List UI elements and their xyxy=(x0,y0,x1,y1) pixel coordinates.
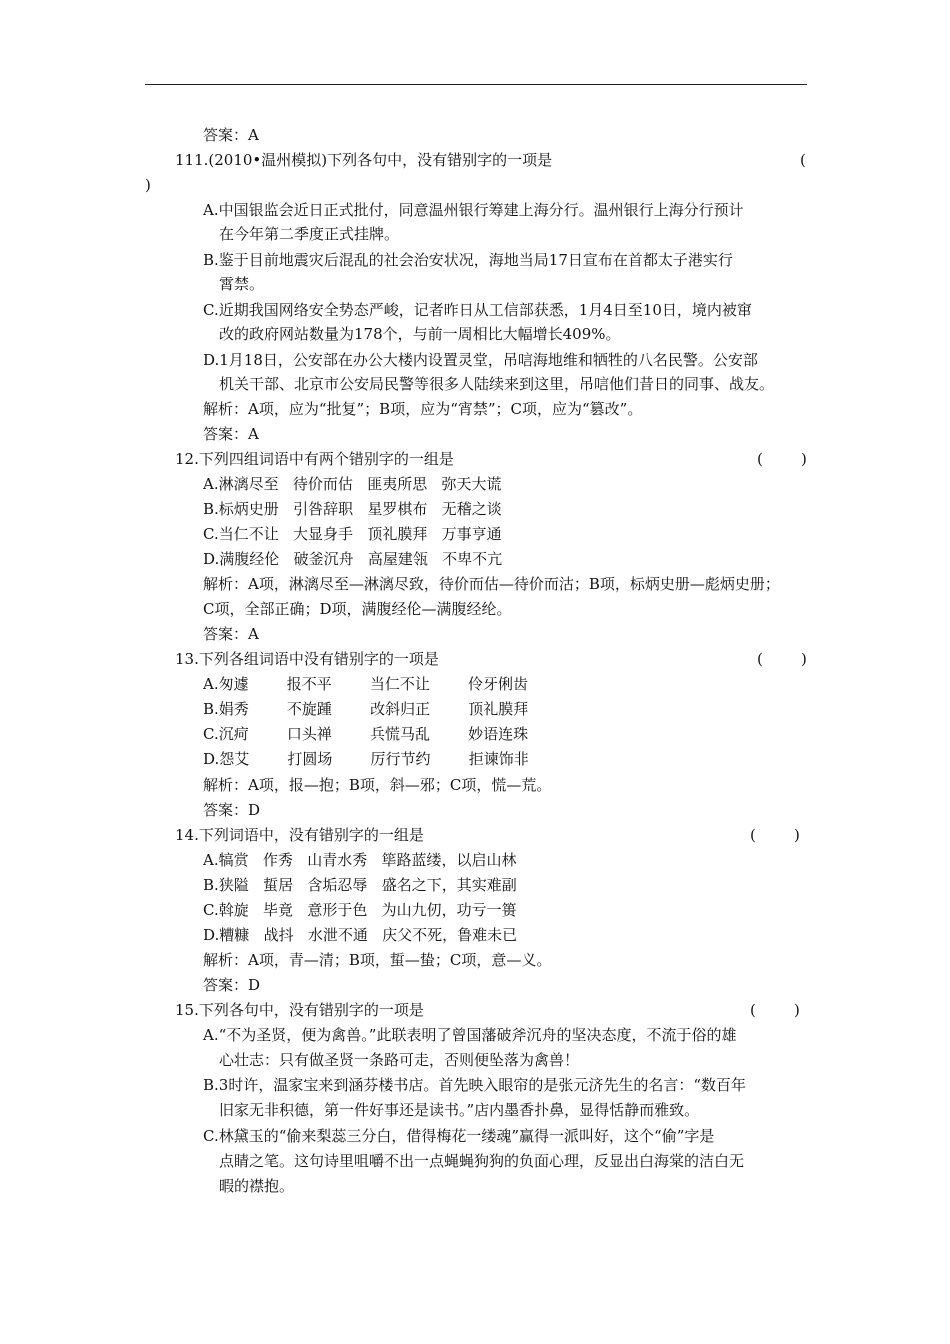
option-continuation: 旧家无非积德，第一件好事还是读书。”店内墨香扑鼻，显得恬静而雅致。 xyxy=(219,1101,700,1119)
question-15-stem: 15.下列各句中，没有错别字的一项是 xyxy=(175,1001,424,1019)
option-b: B.鉴于目前地震灾后混乱的社会治安状况，海地当局17日宣布在首都太子港实行 xyxy=(203,251,733,269)
analysis-line: 解析：A项，淋漓尽至—淋漓尽致，待价而估—待价而沽；B项，标炳史册—彪炳史册； xyxy=(203,575,780,593)
option-c: C.斡旋 毕竟 意形于色 为山九仞，功亏一篑 xyxy=(203,901,517,919)
option-continuation: 机关干部、北京市公安局民警等很多人陆续来到这里，吊唁他们昔日的同事、战友。 xyxy=(219,375,775,393)
option-a: A.中国银监会近日正式批付，同意温州银行筹建上海分行。温州银行上海分行预计 xyxy=(203,201,744,219)
option-d: D.怨艾 打圆场 厉行节约 拒谏饰非 xyxy=(203,750,529,768)
option-continuation: 在今年第二季度正式挂牌。 xyxy=(219,225,400,243)
question-13-stem: 13.下列各组词语中没有错别字的一项是 xyxy=(175,650,439,668)
answer-line: 答案：A xyxy=(203,126,259,144)
analysis-line: 解析：A项，应为“批复”；B项，应为“宵禁”；C项，应为“篡改”。 xyxy=(203,400,643,418)
option-b: B.3时许，温家宝来到涵芬楼书店。首先映入眼帘的是张元济先生的名言：“数百年 xyxy=(203,1076,747,1094)
question-14-stem: 14.下列词语中，没有错别字的一组是 xyxy=(175,826,424,844)
header-rule xyxy=(145,84,807,85)
answer-line: 答案：A xyxy=(203,425,259,443)
answer-bracket: ( ) xyxy=(757,650,807,668)
option-continuation: 暇的襟抱。 xyxy=(219,1177,295,1195)
option-continuation: 心壮志：只有做圣贤一条路可走，否则便坠落为禽兽！ xyxy=(219,1051,580,1069)
option-d: D.1月18日，公安部在办公大楼内设置灵堂，吊唁海地维和牺牲的八名民警。公安部 xyxy=(203,351,758,369)
option-c: C.当仁不让 大显身手 顶礼膜拜 万事亨通 xyxy=(203,525,502,543)
analysis-continuation: C项，全部正确；D项，满腹经伦—满腹经纶。 xyxy=(203,600,512,618)
option-b: B.狭隘 蜇居 含垢忍辱 盛名之下，其实难副 xyxy=(203,876,517,894)
option-c: C.近期我国网络安全势态严峻，记者昨日从工信部获悉，1月4日至10日，境内被窜 xyxy=(203,301,752,319)
analysis-line: 解析：A项，青—清；B项，蜇—蛰；C项，意—义。 xyxy=(203,951,552,969)
option-c: C.林黛玉的“偷来梨蕊三分白，借得梅花一缕魂”赢得一派叫好，这个“偷”字是 xyxy=(203,1127,715,1145)
option-a: A.“不为圣贤，便为禽兽。”此联表明了曾国藩破斧沉舟的坚决态度，不流于俗的雄 xyxy=(203,1026,737,1044)
question-11-stem: 111.(2010•温州模拟)下列各句中，没有错别字的一项是 xyxy=(175,151,553,169)
option-a: A.匆遽 报不平 当仁不让 伶牙俐齿 xyxy=(203,675,529,693)
answer-bracket: ( ) xyxy=(750,826,800,844)
option-continuation: 霄禁。 xyxy=(219,275,265,293)
answer-bracket-close: ) xyxy=(145,176,151,194)
option-b: B.标炳史册 引咎辞职 星罗棋布 无稽之谈 xyxy=(203,500,502,518)
option-continuation: 改的政府网站数量为178个，与前一周相比大幅增长409%。 xyxy=(219,325,621,343)
option-continuation: 点睛之笔。这句诗里咀嚼不出一点蝇蝇狗狗的负面心理，反显出白海棠的洁白无 xyxy=(219,1152,745,1170)
answer-line: 答案：A xyxy=(203,625,259,643)
answer-line: 答案：D xyxy=(203,976,261,994)
option-d: D.满腹经伦 破釜沉舟 高屋建瓴 不卑不亢 xyxy=(203,550,503,568)
analysis-line: 解析：A项，报—抱；B项，斜—邪；C项，慌—荒。 xyxy=(203,776,552,794)
option-a: A.淋漓尽至 待价而估 匪夷所思 弥天大谎 xyxy=(203,475,502,493)
answer-line: 答案：D xyxy=(203,801,261,819)
option-d: D.糟糠 战抖 水泄不通 庆父不死，鲁难未已 xyxy=(203,926,518,944)
answer-bracket: ( ) xyxy=(757,450,807,468)
option-a: A.犒赏 作秀 山青水秀 筚路蓝缕，以启山林 xyxy=(203,851,517,869)
answer-bracket: ( ) xyxy=(750,1001,800,1019)
answer-bracket: ( xyxy=(800,151,806,169)
option-b: B.娟秀 不旋踵 改斜归正 顶礼膜拜 xyxy=(203,700,529,718)
question-12-stem: 12.下列四组词语中有两个错别字的一组是 xyxy=(175,450,454,468)
option-c: C.沉疴 口头禅 兵慌马乱 妙语连珠 xyxy=(203,725,529,743)
